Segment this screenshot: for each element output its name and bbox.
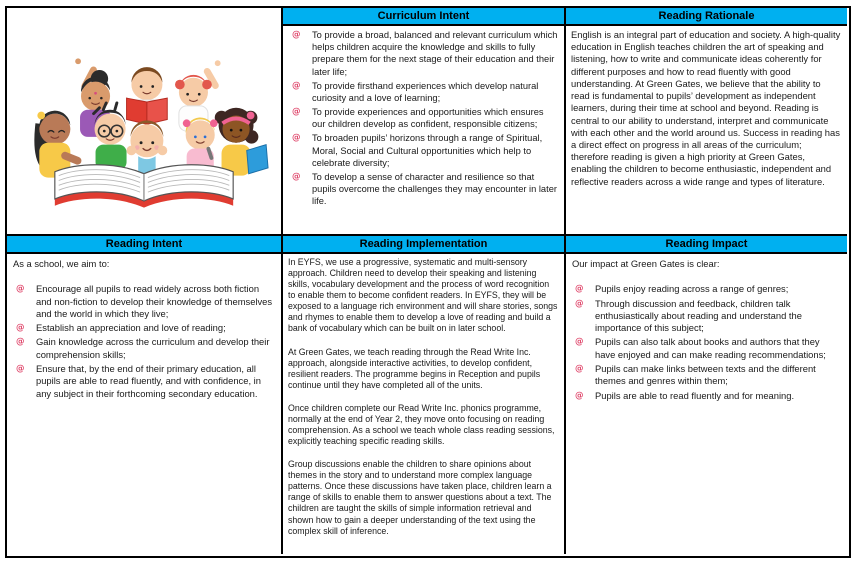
bullet-item	[571, 283, 841, 295]
bullet-text: Establish an appreciation and love of reading;	[36, 322, 226, 334]
cell-curriculum-intent	[283, 8, 566, 236]
reading-rationale-text: English is an integral part of education and society. A high-quality education in English teaches children the art of speaking and listening, how to write and communicate ideas coherently for different purposes and how to read fluently with good understanding. At Green Gates, we believe that the ability to read is fundamental to pupils’ development as independent learners, during their time at school and beyond. Reading is central to our ability to understand, interpret and communicate with each other and the world around us. Success in reading has a direct effect on progress in all areas of the curriculum; therefore reading is given a high priority at Green Gates, enabling the children to become enthusiastic, independent and reflective readers across a wide range and types of literature.	[571, 29, 841, 187]
cell-reading-intent	[7, 236, 283, 554]
paragraph: Once children complete our Read Write Inc. phonics programme, normally at the end of Year 2, they move onto focusing on reading comprehension. As a school we teach whole class reading sessions, explicitly teaching specific reading skills.	[288, 402, 555, 447]
bullet-item	[288, 171, 558, 208]
at-bullet-icon: @	[575, 337, 584, 348]
reading-implementation-header: Reading Implementation	[283, 236, 564, 254]
reading-intent-header: Reading Intent	[7, 236, 281, 254]
bullet-text: Pupils are able to read fluently and for meaning.	[595, 389, 795, 401]
children-reading-book-illustration	[18, 44, 270, 222]
bullet-text: To provide firsthand experiences which develop natural curiosity and a love of learning;	[312, 80, 539, 103]
cell-reading-implementation	[283, 236, 566, 554]
bullet-item	[288, 80, 558, 104]
bullet-item	[288, 106, 558, 130]
at-bullet-icon: @	[292, 107, 301, 118]
bullet-text: Ensure that, by the end of their primary education, all pupils are able to read fluently, and with confidence, in any subject in their forthcoming secondary education.	[36, 363, 261, 399]
bullet-text: Encourage all pupils to read widely across both fiction and non-fiction to develop their knowledge of themselves and the world in which they live;	[36, 283, 273, 319]
bullet-text: Pupils can make links between texts and the different themes and genres within them;	[595, 363, 816, 387]
bullet-text: To broaden pupils’ horizons through a range of Spiritual, Moral, Social and Cultural opportunities which help to celebrate diversity;	[312, 133, 543, 168]
cell-clipart	[7, 8, 283, 236]
boy-with-red-book	[127, 67, 168, 124]
bullet-text: To provide experiences and opportunities which ensures our children develop as confident, responsible citizens;	[312, 107, 544, 130]
bullet-item	[571, 363, 841, 388]
at-bullet-icon: @	[16, 323, 25, 334]
bullet-item	[288, 29, 558, 78]
bullet-text: Through discussion and feedback, children talk enthusiastically about reading and understand the importance of this subject;	[595, 297, 802, 334]
bullet-text: Pupils enjoy reading across a range of genres;	[595, 283, 789, 295]
bullet-text: Gain knowledge across the curriculum and develop their comprehension skills;	[36, 336, 270, 360]
cell-reading-impact	[566, 236, 847, 554]
bullet-item	[12, 283, 275, 320]
children-reading-clipart-image	[7, 8, 281, 234]
cell-reading-rationale	[566, 8, 847, 236]
reading-intent-intro: As a school, we aim to:	[13, 258, 110, 269]
reading-impact-bullet-list	[571, 283, 841, 402]
at-bullet-icon: @	[575, 390, 584, 401]
bullet-item	[571, 298, 841, 335]
far-right-girl	[215, 108, 268, 176]
at-bullet-icon: @	[575, 298, 584, 309]
curriculum-intent-header: Curriculum Intent	[283, 8, 564, 26]
at-bullet-icon: @	[292, 133, 301, 144]
reading-intent-bullet-list	[12, 283, 275, 400]
at-bullet-icon: @	[16, 364, 25, 375]
at-bullet-icon: @	[575, 284, 584, 295]
curriculum-intent-bullet-list	[288, 29, 558, 207]
bullet-text: To develop a sense of character and resilience so that pupils overcome the challenges they may encounter in later life.	[312, 171, 557, 207]
centre-boy	[127, 120, 168, 173]
bullet-text: To provide a broad, balanced and relevant curriculum which helps children acquire the knowledge and skills to fully prepare them for the next stage of their education and their later life;	[312, 30, 558, 77]
bullet-item	[571, 336, 841, 361]
paragraph: Group discussions enable the children to share opinions about themes in the story and to understand more complex language patterns. Once these discussions have taken place, children learn a range of skills to enable them to answer questions about a text. The children are taught the skills of simple information retrieval and shown how to gain a deeper understanding of the text using the complex skill of inference.	[288, 459, 552, 536]
bullet-item	[571, 390, 841, 402]
curriculum-reading-table	[5, 6, 851, 558]
reading-implementation-paragraphs	[288, 257, 558, 537]
bullet-text: Pupils can also talk about books and authors that they have enjoyed and can make reading recommendations;	[595, 336, 826, 360]
paragraph: In EYFS, we use a progressive, systematic and multi-sensory approach. Children need to develop their speaking and listening skills, vocabulary development and the process of word recognition to enable them to become confident readers. In EYFS, they will be exposed to a language rich environment and will share stories, songs and rhymes to enable them to develop a love of reading and build a bank of vocabulary which can be built on in later school.	[288, 257, 558, 334]
reading-rationale-header: Reading Rationale	[566, 8, 847, 26]
bullet-item	[12, 322, 275, 334]
at-bullet-icon: @	[292, 80, 301, 91]
bullet-item	[12, 336, 275, 361]
at-bullet-icon: @	[292, 30, 301, 40]
bullet-item	[288, 132, 558, 169]
bullet-item	[12, 363, 275, 400]
at-bullet-icon: @	[292, 171, 301, 182]
paragraph: At Green Gates, we teach reading through the Read Write Inc. approach, alongside interactive activities, to develop confident, resilient readers. The programme begins in Reception and pupils continue until they have completed all of the units.	[288, 346, 541, 390]
at-bullet-icon: @	[16, 337, 25, 348]
at-bullet-icon: @	[16, 284, 25, 295]
at-bullet-icon: @	[575, 364, 584, 375]
reading-impact-intro: Our impact at Green Gates is clear:	[572, 258, 720, 269]
reading-impact-header: Reading Impact	[566, 236, 847, 254]
